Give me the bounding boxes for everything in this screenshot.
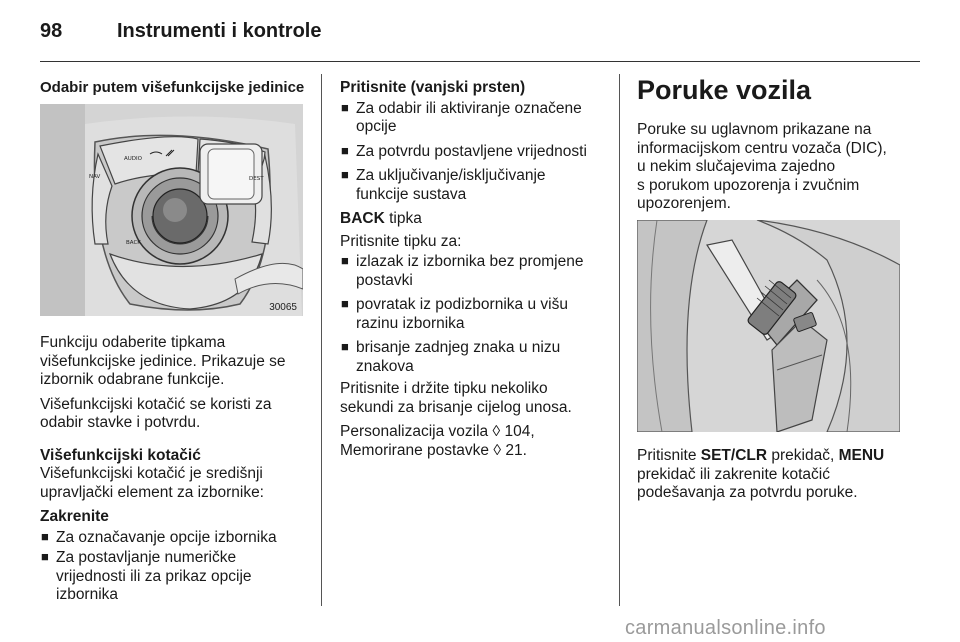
back-key-line <box>340 210 608 229</box>
page-number: 98 <box>40 20 63 42</box>
ref-personalization[interactable] <box>340 423 535 440</box>
text-line: s porukom upozorenja i zvučnim <box>637 176 860 194</box>
text-line: funkcije sustava <box>356 185 467 203</box>
dest-button-label: DEST <box>249 176 264 182</box>
column-3-text <box>637 447 922 503</box>
para-vehicle-messages <box>637 121 922 214</box>
set-clr-label: SET/CLR <box>700 447 768 464</box>
column-2 <box>340 79 608 460</box>
text-line: Višefunkcijski kotačić se koristi za <box>40 395 272 413</box>
column-divider <box>619 74 620 606</box>
text-line: znakova <box>356 357 414 375</box>
multifunction-unit-figure <box>40 104 303 316</box>
text-line: vrijednosti ili za prikaz opcije <box>56 567 252 585</box>
text-line: 104, <box>500 423 535 440</box>
figure-number: 30065 <box>269 302 297 313</box>
text-line: razinu izbornika <box>356 314 465 332</box>
para-confirm-message <box>637 447 922 503</box>
page-title: Instrumenti i kontrole <box>117 20 322 42</box>
text-line: Funkciju odaberite tipkama <box>40 334 226 351</box>
header-rule <box>40 61 920 62</box>
text-line: Za uključivanje/isključivanje <box>356 167 546 184</box>
text-line: Poruke su uglavnom prikazane na <box>637 121 872 138</box>
steering-stalk-figure <box>637 220 900 432</box>
text-line: postavki <box>356 271 413 289</box>
ref-memorized-settings[interactable] <box>340 442 527 459</box>
text-line: prekidač ili zakrenite kotačić <box>637 465 830 483</box>
text-line: prekidač, <box>767 447 839 464</box>
back-bullet-list <box>340 253 608 376</box>
list-item: ■ brisanje zadnjeg znaka u nizu znakova <box>341 339 561 375</box>
section-heading: Odabir putem višefunkcijske jedinice <box>40 79 305 96</box>
text-line: izlazak iz izbornika bez promjene <box>356 253 584 270</box>
text-line: 21. <box>501 441 527 459</box>
turn-bullet-list <box>40 529 305 605</box>
text-line: upravljački element za izbornike: <box>40 483 264 501</box>
text-line: Za potvrdu postavljene vrijednosti <box>356 142 587 160</box>
text-line: odabir stavke i potvrdu. <box>40 414 201 431</box>
section-title: Poruke vozila <box>637 75 812 105</box>
text-line: Za postavljanje numeričke <box>56 549 237 566</box>
subheading-press: Pritisnite (vanjski prsten) <box>340 79 526 96</box>
text-line: tipka <box>384 210 422 227</box>
text-line: Pritisnite <box>637 447 701 464</box>
text-line: u nekim slučajevima zajedno <box>637 158 836 175</box>
list-item: ■ Za označavanje opcije izbornika <box>41 528 277 546</box>
multifunction-unit-illustration <box>40 104 303 316</box>
page-ref-arrow-icon: ◊ <box>492 423 501 440</box>
nav-button-label: NAV <box>89 174 101 180</box>
text-line: podešavanja za potvrdu poruke. <box>637 484 858 501</box>
text-line: Personalizacija vozila <box>340 423 493 440</box>
text-line: Za odabir ili aktiviranje označene <box>356 99 582 117</box>
column-1 <box>40 79 305 98</box>
text-line: izbornika <box>56 586 119 603</box>
text-line: višefunkcijske jedinice. Prikazuje se <box>40 352 286 370</box>
list-item: ■ Za uključivanje/isključivanje funkcije sustava <box>341 167 546 203</box>
audio-button-label: AUDIO <box>124 156 142 162</box>
menu-label: MENU <box>838 447 885 464</box>
text-line: Memorirane postavke <box>340 441 494 459</box>
list-item: ■ Za potvrdu postavljene vrijednosti <box>341 142 587 160</box>
text-line: Višefunkcijski kotačić je središnji <box>40 465 263 482</box>
text-line: izbornik odabrane funkcije. <box>40 371 225 388</box>
subheading-turn: Zakrenite <box>40 508 109 525</box>
text-line: opcije <box>356 118 397 135</box>
page-ref-arrow-icon: ◊ <box>493 441 502 459</box>
subheading-wheel: Višefunkcijski kotačić <box>40 446 201 464</box>
text-line: upozorenjem. <box>637 195 731 212</box>
text-line: brisanje zadnjeg znaka u nizu <box>356 339 561 356</box>
back-key-label: BACK <box>340 210 385 227</box>
list-item: ■ povratak iz podizbornika u višu razinu izbornika <box>341 296 568 332</box>
steering-stalk-illustration <box>637 220 900 432</box>
page-header <box>0 0 960 62</box>
text-line: Pritisnite i držite tipku nekoliko <box>340 380 548 397</box>
para-select-functions <box>40 334 305 390</box>
para-hold-key <box>340 380 608 417</box>
press-bullet-list <box>340 100 608 205</box>
list-item: ■ Za postavljanje numeričke vrijednosti ili za prikaz opcije izbornika <box>41 549 252 603</box>
text-line: informacijskom centru vozača (DIC), <box>637 139 887 157</box>
column-1-text <box>40 334 305 605</box>
para-wheel-usage <box>40 396 305 433</box>
list-item: ■ Za odabir ili aktiviranje označene opcije <box>341 99 582 135</box>
watermark: carmanualsonline.info <box>625 617 826 639</box>
para-wheel-central <box>40 465 305 502</box>
cross-references <box>340 423 608 460</box>
column-3 <box>637 74 922 214</box>
press-key-line: Pritisnite tipku za: <box>340 232 462 250</box>
text-line: Za označavanje opcije izbornika <box>56 528 277 546</box>
list-item: ■ izlazak iz izbornika bez promjene postavki <box>341 253 584 289</box>
column-divider <box>321 74 322 606</box>
back-button-label: BACK <box>126 240 141 246</box>
text-line: povratak iz podizbornika u višu <box>356 296 568 313</box>
text-line: sekundi za brisanje cijelog unosa. <box>340 398 572 416</box>
